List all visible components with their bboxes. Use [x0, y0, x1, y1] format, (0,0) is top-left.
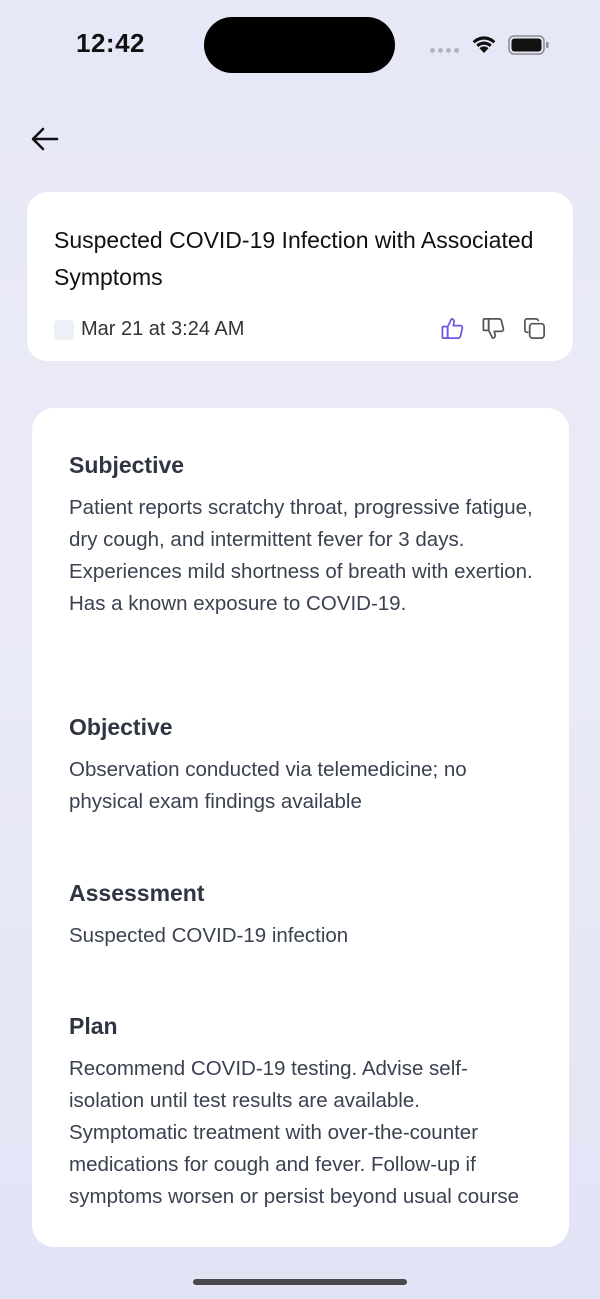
section-body: Observation conducted via telemedicine; no physical exam findings available	[69, 758, 467, 813]
back-button[interactable]	[28, 122, 62, 156]
select-checkbox[interactable]	[54, 320, 74, 340]
copy-icon[interactable]	[522, 316, 547, 341]
section-subjective	[69, 450, 539, 620]
status-time: 12:42	[76, 28, 145, 58]
note-title: Suspected COVID-19 Infection with Associated Symptoms	[54, 227, 534, 290]
section-body: Suspected COVID-19 infection	[69, 924, 349, 947]
wifi-icon	[470, 32, 498, 54]
section-heading: Subjective	[69, 452, 185, 478]
status-bar	[0, 0, 600, 90]
section-objective	[69, 712, 539, 818]
cellular-signal-icon	[430, 48, 459, 53]
thumbs-up-icon[interactable]	[440, 316, 465, 341]
note-header-card	[27, 192, 573, 361]
section-body: Recommend COVID-19 testing. Advise self-isolation until test results are available. Symptomatic treatment with over-the-counter medications for cough and fever. Follow-up if symptoms worsen or persist beyond usual course	[69, 1057, 520, 1208]
dynamic-island	[204, 17, 395, 73]
section-body: Patient reports scratchy throat, progressive fatigue, dry cough, and intermittent fever for 3 days. Experiences mild shortness of breath with exertion. Has a known exposure to COVID-19.	[69, 496, 533, 615]
soap-note-card	[32, 408, 569, 1247]
arrow-left-icon	[30, 124, 60, 154]
section-plan	[69, 1011, 539, 1213]
section-assessment	[69, 878, 539, 952]
section-heading: Assessment	[69, 880, 205, 906]
battery-icon	[508, 35, 550, 55]
home-indicator[interactable]	[193, 1279, 407, 1285]
feedback-actions	[440, 316, 547, 341]
note-date: Mar 21 at 3:24 AM	[81, 318, 245, 340]
thumbs-down-icon[interactable]	[481, 316, 506, 341]
section-heading: Objective	[69, 714, 173, 740]
note-meta	[54, 318, 244, 341]
section-heading: Plan	[69, 1013, 118, 1039]
